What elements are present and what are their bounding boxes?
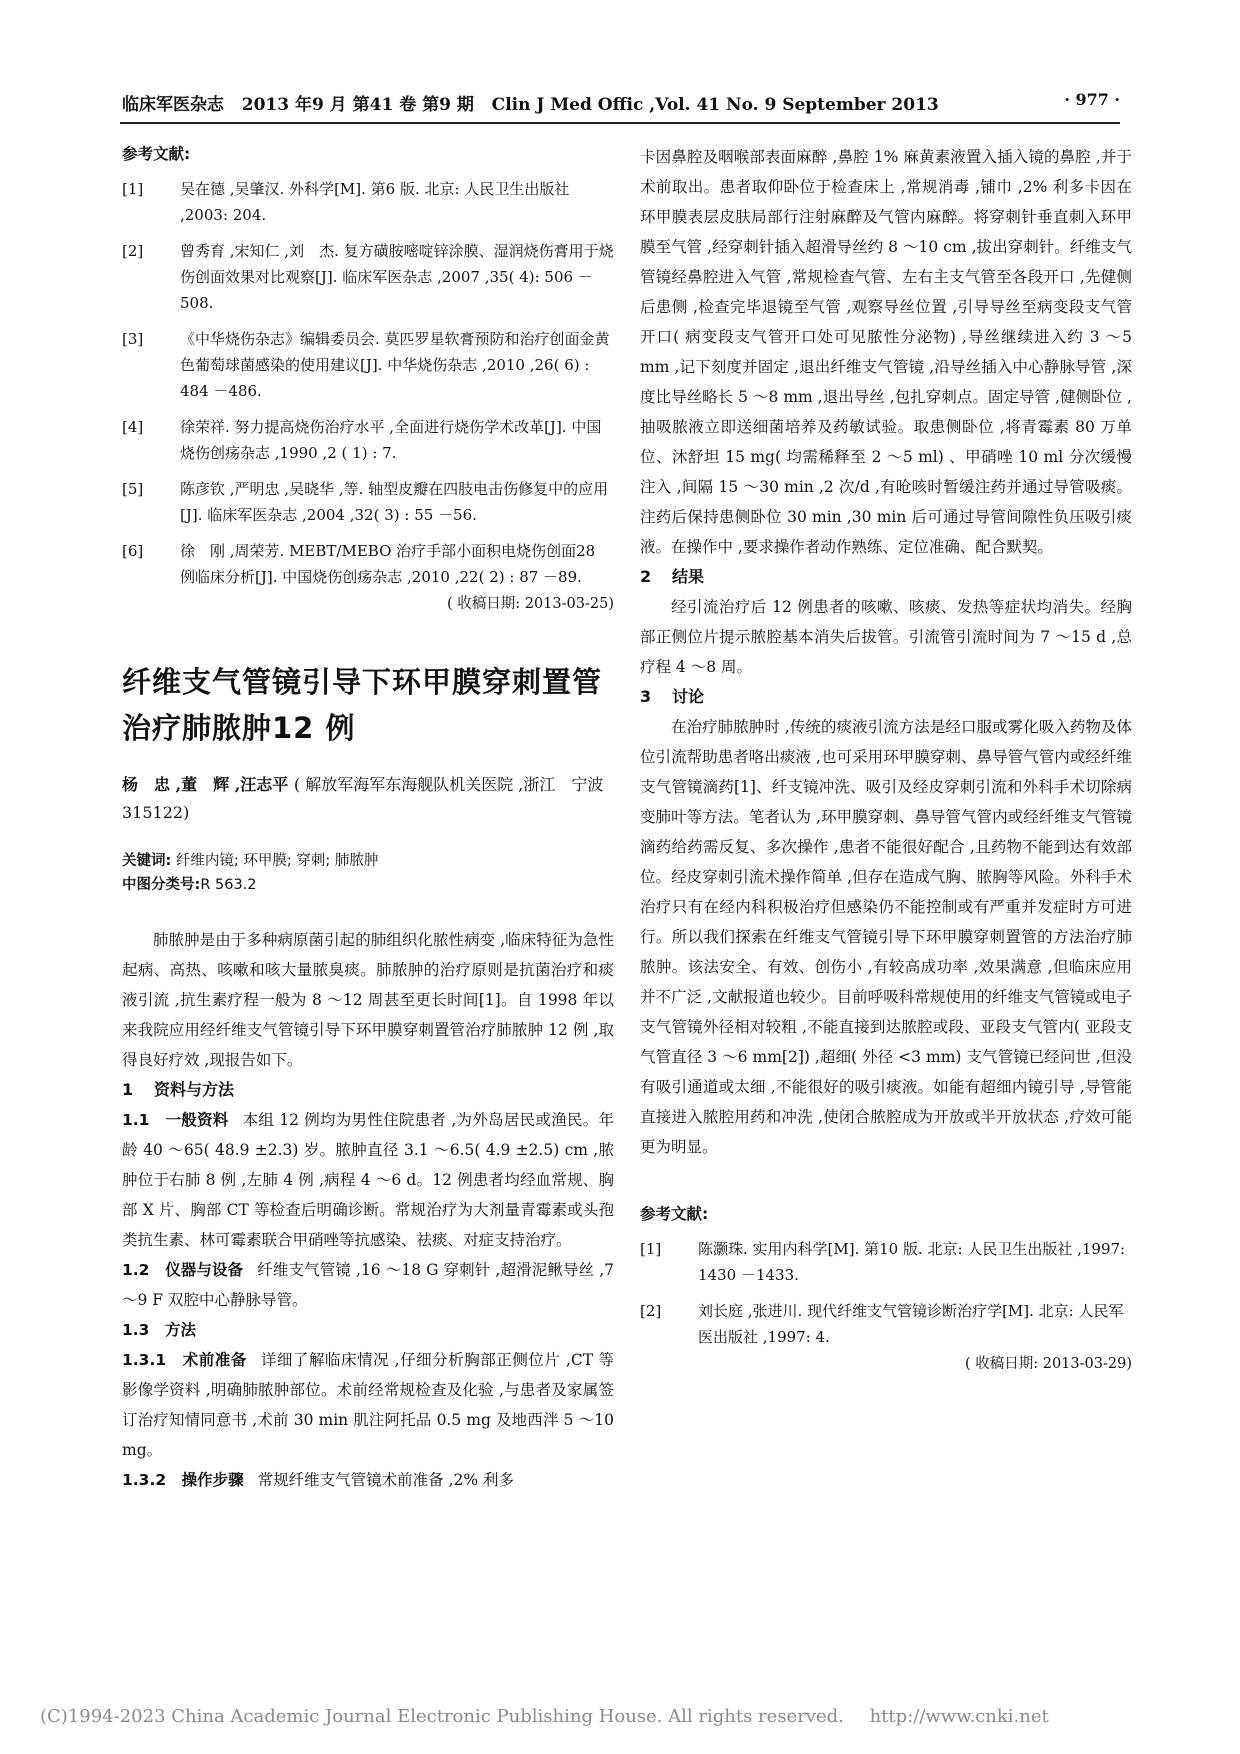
header-journal-info — [122, 90, 939, 115]
section-heading — [640, 682, 1132, 712]
reference-item — [640, 1298, 1132, 1350]
reference-text: 徐荣祥. 努力提高烧伤治疗水平 ,全面进行烧伤学术改革[J]. 中国烧伤创疡杂志 ,1990 ,2 ( 1) : 7. — [180, 418, 602, 462]
article-title: 纤维支气管镜引导下环甲膜穿刺置管治疗肺脓肿12 例 — [122, 665, 603, 745]
header-journal-en: Clin J Med Offic ,Vol. 41 No. 9 September 2013 — [491, 95, 939, 115]
section-number: 2 — [640, 567, 652, 586]
clc-line — [122, 873, 614, 897]
subsection-paragraph — [122, 1105, 614, 1255]
received-date: ( 收稿日期: 2013-03-29) — [964, 1356, 1132, 1372]
article-references — [640, 1202, 1132, 1373]
reference-text: 《中华烧伤杂志》编辑委员会. 莫匹罗星软膏预防和治疗创面金黄色葡萄球菌感染的使用建议[J]. 中华烧伤杂志 ,2010 ,26( 6) : 484 －486. — [180, 330, 610, 400]
section-number: 3 — [640, 687, 652, 706]
keywords: 纤维内镜; 环甲膜; 穿刺; 肺脓肿 — [175, 853, 379, 869]
section-heading — [640, 562, 1132, 592]
procedure-continued-paragraph: 卡因鼻腔及咽喉部表面麻醉 ,鼻腔 1% 麻黄素液置入插入镜的鼻腔 ,并于术前取出。患者取仰卧位于检查床上 ,常规消毒 ,铺巾 ,2% 利多卡因在环甲膜表层皮肤局部行注射麻醉及气管内麻醉。将穿刺针垂直刺入环甲膜至气管 ,经穿刺针插入超滑导丝约 8 ～10 cm ,拔出穿刺针。纤维支气管镜经鼻腔进入气管 ,常规检查气管、左右主支气管至各段开口 ,先健侧后患侧 ,检查完毕退镜至气管 ,观察导丝位置 ,引导导丝至病变段支气管开口( 病变段支气管开口处可见脓性分泌物) ,导丝继续进入约 3 ～5 mm ,记下刻度并固定 ,退出纤维支气管镜 ,沿导丝插入中心静脉导管 ,深度比导丝略长 5 ～8 mm ,退出导丝 ,包扎穿刺点。固定导管 ,健侧卧位 ,抽吸脓液立即送细菌培养及药敏试验。取患侧卧位 ,将青霉素 80 万单位、沐舒坦 15 mg( 均需稀释至 2 ～5 ml) 、甲硝唑 10 ml 分次缓慢注入 ,间隔 15 ～30 min ,2 次/d ,有呛咳时暂缓注药并通过导管吸痰。注药后保持患侧卧位 30 min ,30 min 后可通过导管间隙性负压吸引痰液。在操作中 ,要求操作者动作熟练、定位准确、配合默契。 — [640, 148, 1132, 556]
subsection-heading: 1.2 仪器与设备 — [122, 1261, 244, 1279]
reference-item — [122, 414, 614, 466]
copyright-footer — [40, 1706, 1200, 1727]
reference-number: [2] — [640, 1302, 662, 1320]
clc-number: R 563.2 — [200, 877, 257, 893]
reference-item — [122, 538, 614, 590]
reference-text: 刘长庭 ,张进川. 现代纤维支气管镜诊断治疗学[M]. 北京: 人民军医出版社 ,1997: 4. — [698, 1302, 1124, 1346]
subsection-paragraph — [122, 1345, 614, 1465]
reference-number: [3] — [122, 330, 144, 348]
reference-number: [4] — [122, 418, 144, 436]
copyright-text: (C)1994-2023 China Academic Journal Electronic Publishing House. All rights reserved. — [40, 1706, 844, 1727]
subsection-paragraph — [122, 1465, 614, 1495]
author-line — [122, 771, 620, 827]
reference-text: 曾秀育 ,宋知仁 ,刘 杰. 复方磺胺嘧啶锌涂膜、湿润烧伤膏用于烧伤创面效果对比观察[J]. 临床军医杂志 ,2007 ,35( 4): 506 －508. — [180, 242, 614, 312]
section-heading — [122, 1075, 614, 1105]
reference-number: [5] — [122, 480, 144, 498]
references-title: 参考文献: — [640, 1205, 709, 1223]
subsection-text: 纤维支气管镜 ,16 ～18 G 穿刺针 ,超滑泥鳅导丝 ,7 ～9 F 双腔中心静脉导管。 — [122, 1261, 614, 1309]
keywords-block — [122, 849, 614, 897]
header-rule — [120, 122, 1120, 124]
intro-paragraph: 肺脓肿是由于多种病原菌引起的肺组织化脓性病变 ,临床特征为急性起病、高热、咳嗽和咳大量脓臭痰。肺脓肿的治疗原则是抗菌治疗和痰液引流 ,抗生素疗程一般为 8 ～12 周甚至更长时间[1]。自 1998 年以来我院应用经纤维支气管镜引导下环甲膜穿刺置管治疗肺脓肿 12 例 ,取得良好疗效 ,现报告如下。 — [122, 931, 614, 1069]
subsection-heading: 1.1 一般资料 — [122, 1111, 229, 1129]
subsection-paragraph — [122, 1255, 614, 1315]
subsection-text: 常规纤维支气管镜术前准备 ,2% 利多 — [257, 1471, 515, 1489]
page-number: · 977 · — [1064, 90, 1120, 109]
reference-text: 吴在德 ,吴肇汉. 外科学[M]. 第6 版. 北京: 人民卫生出版社 ,2003: 204. — [180, 180, 570, 224]
references-title: 参考文献: — [122, 145, 191, 163]
header-journal-cn: 临床军医杂志 — [122, 95, 224, 115]
results-paragraph: 经引流治疗后 12 例患者的咳嗽、咳痰、发热等症状均消失。经胸部正侧位片提示脓腔基本消失后拔管。引流管引流时间为 7 ～15 d ,总疗程 4 ～8 周。 — [640, 598, 1132, 676]
subsection-text: 详细了解临床情况 ,仔细分析胸部正侧位片 ,CT 等影像学资料 ,明确肺脓肿部位。术前经常规检查及化验 ,与患者及家属签订治疗知情同意书 ,术前 30 min 肌注阿托品 0.5 mg 及地西泮 5 ～10 mg。 — [122, 1351, 614, 1459]
subsection-heading: 1.3.1 术前准备 — [122, 1351, 247, 1369]
section-title: 结果 — [672, 567, 705, 586]
reference-text: 徐 刚 ,周荣芳. MEBT/MEBO 治疗手部小面积电烧伤创面28 例临床分析[J]. 中国烧伤创疡杂志 ,2010 ,22( 2) : 87 －89. — [180, 542, 596, 586]
subsection-heading: 1.3 方法 — [122, 1321, 196, 1339]
reference-item — [122, 326, 614, 404]
prev-article-references — [122, 142, 614, 613]
discussion-paragraph: 在治疗肺脓肿时 ,传统的痰液引流方法是经口服或雾化吸入药物及体位引流帮助患者咯出痰液 ,也可采用环甲膜穿刺、鼻导管气管内或经纤维支气管镜滴药[1]、纤支镜冲洗、吸引及经皮穿刺引流和外科手术切除病变肺叶等方法。笔者认为 ,环甲膜穿刺、鼻导管气管内或经纤维支气管镜滴药给药需反复、多次操作 ,患者不能很好配合 ,且药物不能到达有效部位。经皮穿刺引流术操作简单 ,但存在造成气胸、脓胸等风险。外科手术治疗只有在经内科积极治疗但感染仍不能控制或有严重并发症时方可进行。所以我们探索在纤维支气管镜引导下环甲膜穿刺置管的方法治疗肺脓肿。该法安全、有效、创伤小 ,有较高成功率 ,效果满意 ,但临床应用并不广泛 ,文献报道也较少。目前呼吸科常规使用的纤维支气管镜或电子支气管镜外径相对较粗 ,不能直接到达脓腔或段、亚段支气管内( 亚段支气管直径 3 ～6 mm[2]) ,超细( 外径 <3 mm) 支气管镜已经问世 ,但没有吸引通道或太细 ,不能很好的吸引痰液。如能有超细内镜引导 ,导管能直接进入脓腔用药和冲洗 ,使闭合脓腔成为开放或半开放状态 ,疗效可能更为明显。 — [640, 718, 1132, 1156]
affiliation: ( 解放军海军东海舰队机关医院 ,浙江 宁波 315122) — [122, 775, 620, 822]
subsection-heading: 1.3.2 操作步骤 — [122, 1471, 244, 1489]
reference-text: 陈灏珠. 实用内科学[M]. 第10 版. 北京: 人民卫生出版社 ,1997: 1430 －1433. — [698, 1240, 1126, 1284]
keywords-line — [122, 849, 614, 873]
running-header — [120, 86, 1120, 116]
reference-number: [1] — [640, 1240, 662, 1258]
section-number: 1 — [122, 1080, 134, 1099]
right-column — [640, 142, 1132, 1373]
reference-number: [1] — [122, 180, 144, 198]
section-title: 资料与方法 — [154, 1080, 235, 1099]
keywords-label: 关键词: — [122, 853, 172, 869]
authors: 杨 忠 ,董 辉 ,汪志平 — [122, 775, 289, 794]
received-date: ( 收稿日期: 2013-03-25) — [446, 596, 614, 612]
header-issue-cn: 2013 年9 月 第41 卷 第9 期 — [241, 95, 474, 115]
footer-url: http://www.cnki.net — [869, 1706, 1049, 1727]
reference-item — [640, 1236, 1132, 1288]
clc-label: 中图分类号: — [122, 877, 201, 893]
reference-number: [2] — [122, 242, 144, 260]
reference-item — [122, 476, 614, 528]
subsection-heading-line — [122, 1315, 614, 1345]
reference-text: 陈彦钦 ,严明忠 ,吴晓华 ,等. 轴型皮瓣在四肢电击伤修复中的应用[J]. 临床军医杂志 ,2004 ,32( 3) : 55 －56. — [180, 480, 609, 524]
reference-number: [6] — [122, 542, 144, 560]
section-title: 讨论 — [672, 687, 705, 706]
reference-item — [122, 238, 614, 316]
left-column — [122, 142, 620, 1495]
reference-item — [122, 176, 614, 228]
subsection-text: 本组 12 例均为男性住院患者 ,为外岛居民或渔民。年龄 40 ～65( 48.9 ±2.3) 岁。脓肿直径 3.1 ～6.5( 4.9 ±2.5) cm ,脓肿位于右肺 8 例 ,左肺 4 例 ,病程 4 ～6 d。12 例患者均经血常规、胸部 X 片、胸部 CT 等检查后明确诊断。常规治疗为大剂量青霉素或头孢类抗生素、林可霉素联合甲硝唑等抗感染、祛痰、对症支持治疗。 — [122, 1111, 614, 1249]
